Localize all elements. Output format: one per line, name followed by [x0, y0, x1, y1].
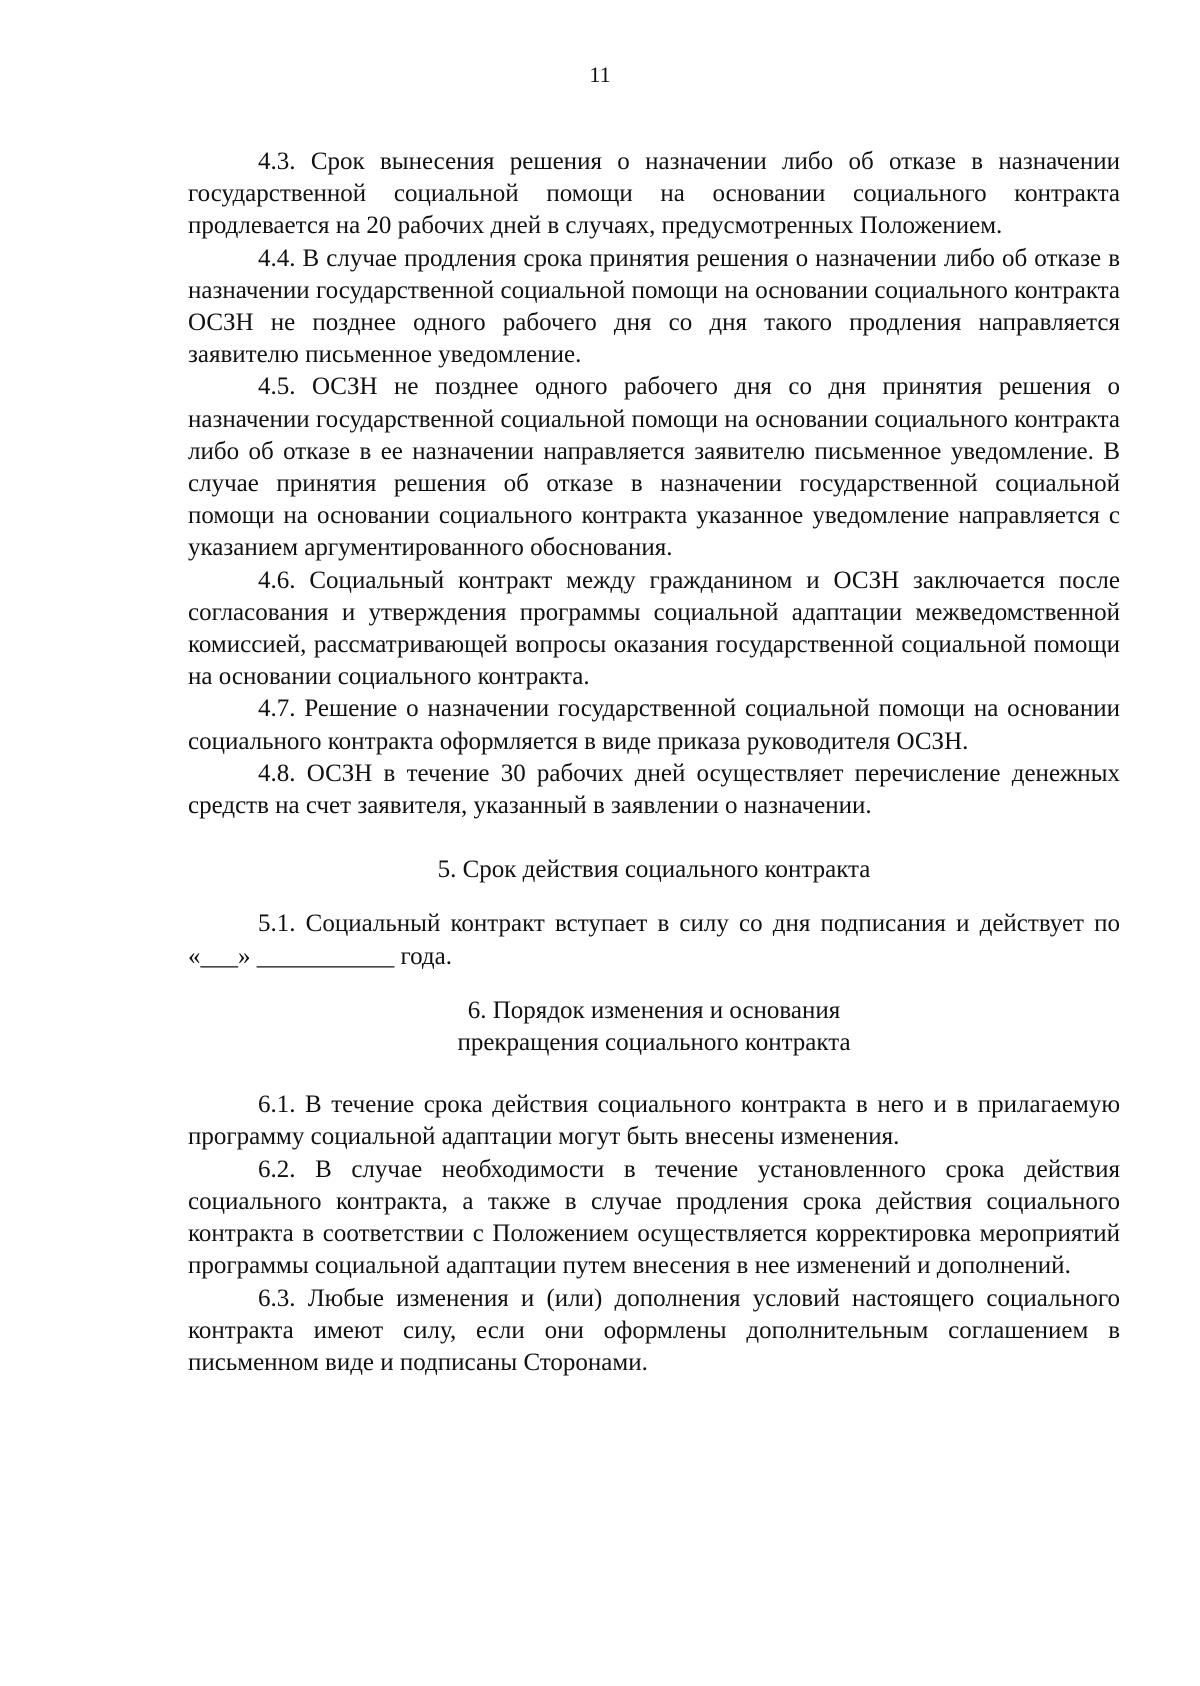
paragraph-6-1: 6.1. В течение срока действия социального контракта в него и в прилагаемую программу социальной адаптации могут быть внесены изменения.	[188, 1091, 1120, 1151]
spacer	[188, 1059, 1120, 1089]
spacer	[188, 886, 1120, 908]
paragraph-5-1: 5.1. Социальный контракт вступает в силу со дня подписания и действует по «___» ___________ года.	[188, 910, 1120, 970]
paragraph-4-8: 4.8. ОСЗН в течение 30 рабочих дней осуществляет перечисление денежных средств на счет заявителя, указанный в заявлении о назначении.	[188, 759, 1120, 820]
paragraph-4-5: 4.5. ОСЗН не позднее одного рабочего дня со дня принятия решения о назначении государственной социальной помощи на основании социального контракта либо об отказе в ее назначении направляется заявителю письменное уведомление. В случае принятия решения об отказе в назначении государственной социальной помощи на основании социального контракта указанное уведомление направляется с указанием аргументированного обоснования.	[188, 373, 1120, 562]
paragraph-4-4: 4.4. В случае продления срока принятия решения о назначении либо об отказе в назначении государственной социальной помощи на основании социального контракта ОСЗН не позднее одного рабочего дня со дня такого продления направляется заявителю письменное уведомление.	[188, 244, 1120, 369]
section-6-heading-line-2: прекращения социального контракта	[457, 1029, 851, 1057]
paragraph-4-7: 4.7. Решение о назначении государственной социальной помощи на основании социального контракта оформляется в виде приказа руководителя ОСЗН.	[188, 695, 1120, 755]
paragraph-4-6: 4.6. Социальный контракт между гражданином и ОСЗН заключается после согласования и утверждения программы социальной адаптации межведомственной комиссией, рассматривающей вопросы оказания государственной социальной помощи на основании социального контракта.	[188, 566, 1120, 691]
paragraph-6-2: 6.2. В случае необходимости в течение установленного срока действия социального контракта, а также в случае продления срока действия социального контракта в соответствии с Положением осуществляется корректировка мероприятий программы социальной адаптации путем внесения в нее изменений и дополнений.	[188, 1155, 1120, 1280]
page-number: 11	[589, 62, 611, 87]
spacer	[188, 822, 1120, 854]
section-6-heading-line-1: 6. Порядок изменения и основания	[467, 996, 841, 1024]
spacer	[188, 973, 1120, 995]
section-5-heading: 5. Срок действия социального контракта	[437, 856, 871, 884]
paragraph-6-3: 6.3. Любые изменения и (или) дополнения условий настоящего социального контракта имеют силу, если они оформлены дополнительным соглашением в письменном виде и подписаны Сторонами.	[188, 1284, 1120, 1376]
paragraph-4-3: 4.3. Срок вынесения решения о назначении либо об отказе в назначении государственной социальной помощи на основании социального контракта продлевается на 20 рабочих дней в случаях, предусмотренных Положением.	[188, 148, 1120, 240]
document-body	[188, 146, 1120, 1379]
